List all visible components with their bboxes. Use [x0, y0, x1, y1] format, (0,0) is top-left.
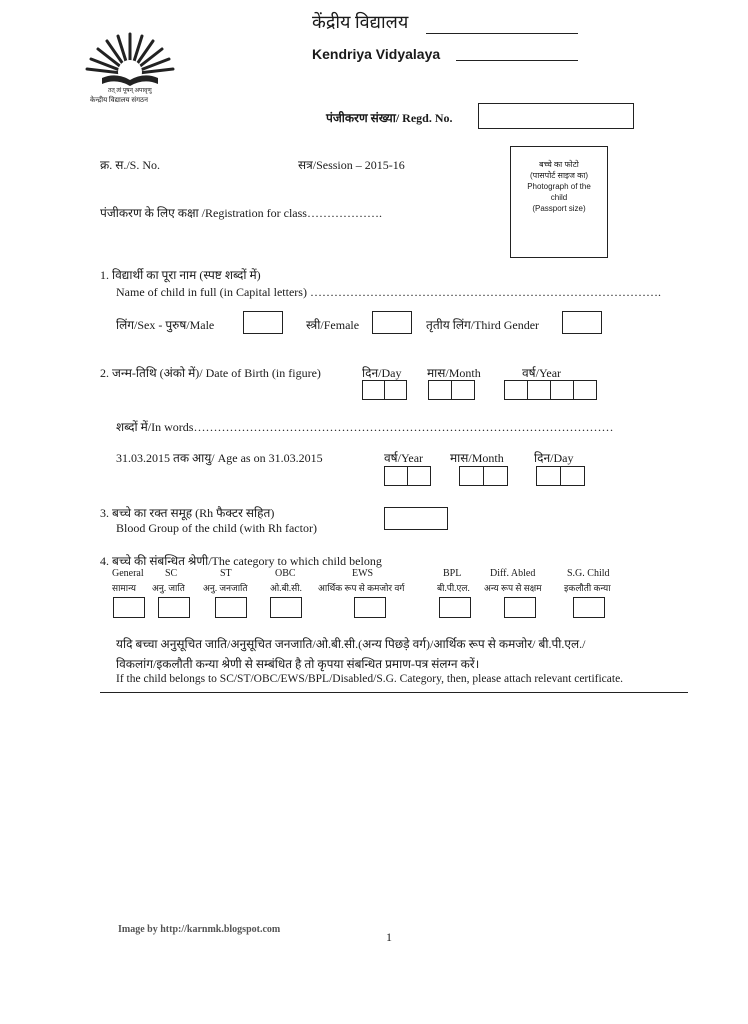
third-gender-checkbox[interactable] [562, 311, 602, 334]
age-year-label: वर्ष/Year [384, 451, 424, 465]
sno-label: क्र. स./S. No. [100, 158, 161, 172]
q1-hindi: 1. विद्यार्थी का पूरा नाम (स्पष्ट शब्दों में) [100, 268, 261, 282]
regd-label: पंजीकरण संख्या/ Regd. No. [326, 111, 453, 125]
category-diff-abled-hindi: अन्य रूप से सक्षम [484, 583, 542, 593]
gender-label: लिंग/Sex - पुरुष/Male [116, 318, 215, 332]
category-general-hindi: सामान्य [112, 583, 137, 593]
category-diff-abled-label: Diff. Abled [490, 568, 536, 579]
dob-month-digit-2[interactable] [451, 380, 475, 400]
third-gender-label: तृतीय लिंग/Third Gender [426, 318, 540, 332]
category-sg-child-label: S.G. Child [567, 568, 610, 579]
age-year-digit-2[interactable] [407, 466, 431, 486]
category-general-checkbox[interactable] [113, 597, 145, 618]
category-st-label: ST [220, 568, 232, 579]
dob-year-digit-2[interactable] [527, 380, 551, 400]
age-month-digit-1[interactable] [459, 466, 484, 486]
age-label: 31.03.2015 तक आयु/ Age as on 31.03.2015 [116, 451, 323, 465]
category-bpl-hindi: बी.पी.एल. [437, 583, 470, 593]
regd-number-field[interactable] [478, 103, 634, 129]
category-bpl-label: BPL [443, 568, 462, 579]
registration-class-label: पंजीकरण के लिए कक्षा /Registration for class………………. [100, 206, 382, 220]
title-english: Kendriya Vidyalaya [312, 46, 441, 62]
female-checkbox[interactable] [372, 311, 412, 334]
dob-year-digit-3[interactable] [550, 380, 574, 400]
blood-group-hindi: 3. बच्चे का रक्त समूह (Rh फैक्टर सहित) [100, 506, 275, 520]
school-name-line-hindi[interactable] [426, 33, 578, 34]
photo-box[interactable] [510, 146, 608, 258]
page-number: 1 [386, 930, 392, 944]
dob-year-label: वर्ष/Year [522, 366, 562, 380]
category-label: 4. बच्चे की संबन्धित श्रेणी/The category to which child belong [100, 554, 382, 568]
note-hindi-2: विकलांग/इकलौती कन्या श्रेणी से सम्बंधित है तो कृपया संबन्धित प्रमाण-पत्र संलग्न करें। [116, 657, 480, 671]
photo-line3: Photograph of the [527, 182, 591, 191]
category-st-checkbox[interactable] [215, 597, 247, 618]
photo-line4: child [550, 193, 568, 202]
logo-motto: तत् त्वं पूषन् अपावृणु [108, 88, 152, 94]
male-checkbox[interactable] [243, 311, 283, 334]
dob-label: 2. जन्म-तिथि (अंको में)/ Date of Birth (in figure) [100, 366, 321, 380]
age-day-label: दिन/Day [534, 451, 574, 465]
dob-month-label: मास/Month [427, 366, 481, 380]
category-bpl-checkbox[interactable] [439, 597, 471, 618]
category-sc-checkbox[interactable] [158, 597, 190, 618]
school-name-line-english[interactable] [456, 60, 578, 61]
category-sg-child-checkbox[interactable] [573, 597, 605, 618]
note-hindi-1: यदि बच्चा अनुसूचित जाति/अनुसूचित जनजाति/ओ.बी.सी.(अन्य पिछड़े वर्ग)/आर्थिक रूप से कमजोर/ बी.पी.एल./ [116, 637, 586, 651]
title-hindi: केंद्रीय विद्यालय [312, 12, 409, 32]
dob-month-digit-1[interactable] [428, 380, 452, 400]
dob-day-label: दिन/Day [362, 366, 402, 380]
photo-line5: (Passport size) [532, 204, 586, 213]
category-st-hindi: अनु. जनजाति [203, 583, 248, 593]
blood-group-english: Blood Group of the child (with Rh factor) [116, 521, 317, 535]
q1-english: Name of child in full (in Capital letters) ……………………………………………………………………………. [116, 285, 661, 299]
category-obc-label: OBC [275, 568, 296, 579]
image-credit: Image by http://karnmk.blogspot.com [118, 924, 281, 935]
category-obc-hindi: ओ.बी.सी. [270, 583, 302, 593]
age-month-label: मास/Month [450, 451, 504, 465]
photo-line2: (पासपोर्ट साइज का) [529, 171, 588, 180]
age-day-digit-1[interactable] [536, 466, 561, 486]
dob-year-digit-4[interactable] [573, 380, 597, 400]
category-ews-checkbox[interactable] [354, 597, 386, 618]
category-ews-label: EWS [352, 568, 374, 579]
female-label: स्त्री/Female [306, 318, 360, 332]
age-year-digit-1[interactable] [384, 466, 408, 486]
category-ews-hindi: आर्थिक रूप से कमजोर वर्ग [318, 583, 405, 593]
section-divider [100, 692, 688, 693]
category-general-label: General [112, 568, 144, 579]
logo-org: केन्द्रीय विद्यालय संगठन [90, 96, 148, 104]
session-label: सत्र/Session – 2015-16 [298, 158, 405, 172]
age-month-digit-2[interactable] [483, 466, 508, 486]
category-sc-hindi: अनु. जाति [152, 583, 185, 593]
kv-logo [80, 28, 180, 108]
sun-book-icon [80, 28, 180, 90]
dob-words: शब्दों में/In words…………………………………………………………………………………………… [116, 420, 614, 434]
note-english: If the child belongs to SC/ST/OBC/EWS/BPL/Disabled/S.G. Category, then, please attach relevant certificate. [116, 673, 624, 685]
dob-day-digit-2[interactable] [384, 380, 407, 400]
category-sg-child-hindi: इकलौती कन्या [564, 583, 611, 593]
category-diff-abled-checkbox[interactable] [504, 597, 536, 618]
dob-day-digit-1[interactable] [362, 380, 385, 400]
dob-year-digit-1[interactable] [504, 380, 528, 400]
category-sc-label: SC [165, 568, 178, 579]
age-day-digit-2[interactable] [560, 466, 585, 486]
blood-group-field[interactable] [384, 507, 448, 530]
photo-line1: बच्चे का फोटो [539, 160, 579, 169]
category-obc-checkbox[interactable] [270, 597, 302, 618]
